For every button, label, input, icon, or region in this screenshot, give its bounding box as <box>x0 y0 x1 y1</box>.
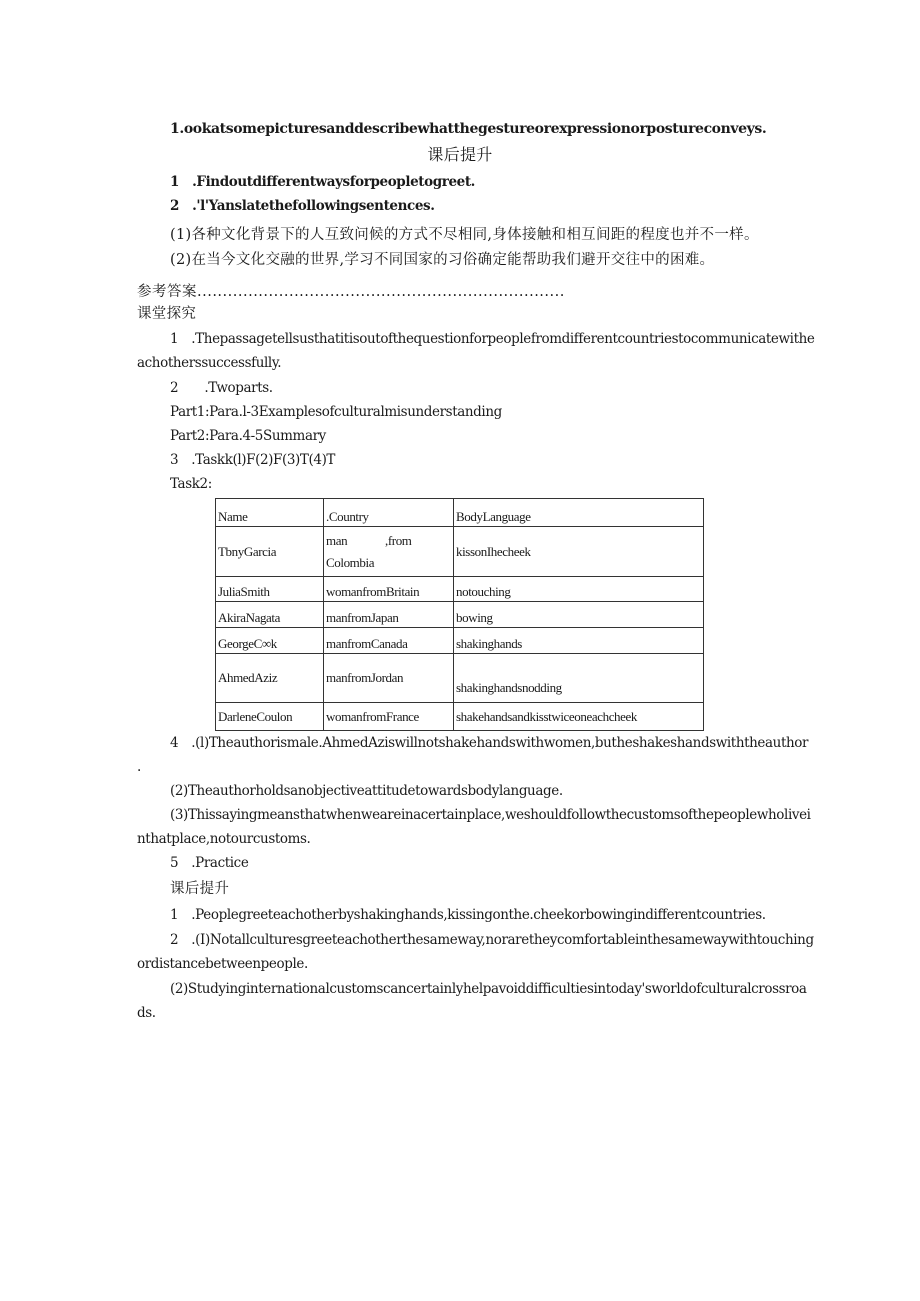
cell-body-language: shakinghandsnodding <box>454 654 704 703</box>
cell-country: manfromJordan <box>324 654 454 703</box>
answer-4-1: 4 .(l)Theauthorismale.AhmedAziswillnotshakehandswithwomen,butheshakeshandswiththeauthor <box>170 735 809 751</box>
header-body-language: BodyLanguage <box>454 499 704 527</box>
cell-body-language: shakinghands <box>454 628 704 654</box>
translate-sentence-2: (2)在当今文化交融的世界,学习不同国家的习俗确定能帮助我们避开交往中的困难。 <box>170 252 715 268</box>
answer-4-3-line-1: (3)Thissayingmeansthatwhenweareinacertainplace,weshouldfollowthecustomsofthepeoplewholivei <box>170 807 811 823</box>
table-header-row <box>216 499 704 527</box>
cell-name: AhmedAziz <box>216 654 324 703</box>
cell-name: GeorgeC∞k <box>216 628 324 654</box>
task-2-label: Task2: <box>170 476 212 492</box>
after-answer-1: 1 .Peoplegreeteachotherbyshakinghands,kissingonthe.cheekorbowingindifferentcountries. <box>170 907 766 923</box>
cell-body-language: kissonIhecheek <box>454 527 704 577</box>
answer-3: 3 .Taskk(l)F(2)F(3)T(4)T <box>170 452 336 468</box>
answers-heading: 参考答案........................................................................ <box>137 284 565 300</box>
table-row <box>216 577 704 602</box>
cell-body-language: shakehandsandkisstwiceoneachcheek <box>454 703 704 731</box>
instruction-line: 1.ookatsomepicturesanddescribewhatthegestureorexpressionorpostureconveys. <box>170 121 767 137</box>
cell-name: AkiraNagata <box>216 602 324 628</box>
table-row <box>216 602 704 628</box>
answer-1-line-2: achotherssuccessfully. <box>137 355 282 371</box>
header-name: Name <box>216 499 324 527</box>
cell-name: JuliaSmith <box>216 577 324 602</box>
cell-country <box>324 527 454 577</box>
header-country: .Country <box>324 499 454 527</box>
section-in-class: 课堂探究 <box>137 306 197 322</box>
cell-name: DarleneCoulon <box>216 703 324 731</box>
exercise-item-1: 1 .Findoutdifferentwaysforpeopletogreet. <box>170 174 475 190</box>
cell-country-line-1: man ,from <box>326 532 412 548</box>
after-answer-2-2-line-1: (2)Studyinginternationalcustomscancertainlyhelpavoiddifficultiesintoday'sworldofculturalcrossroa <box>170 981 807 997</box>
answer-1-line-1: 1 .Thepassagetellsusthatitisoutofthequestionforpeoplefromdifferentcountriestocommunicatewithe <box>170 331 815 347</box>
after-answer-2-line-2: ordistancebetweenpeople. <box>137 956 308 972</box>
after-answer-2-line-1: 2 .(I)Notallculturesgreeteachotherthesameway,noraretheycomfortableinthesamewaywithtouching <box>170 932 814 948</box>
answer-4-3-line-2: nthatplace,notourcustoms. <box>137 831 311 847</box>
table-row <box>216 527 704 577</box>
cell-body-language: notouching <box>454 577 704 602</box>
cell-country: womanfromFrance <box>324 703 454 731</box>
cell-body-language: bowing <box>454 602 704 628</box>
answer-5: 5 .Practice <box>170 855 249 871</box>
body-language-table <box>215 498 704 731</box>
cell-name: TbnyGarcia <box>216 527 324 577</box>
answer-2: 2 .Twoparts. <box>170 380 273 396</box>
table-row <box>216 703 704 731</box>
cell-country: manfromJapan <box>324 602 454 628</box>
section-title-after-class: 课后提升 <box>427 145 493 164</box>
cell-country: manfromCanada <box>324 628 454 654</box>
answer-2-part-2: Part2:Para.4-5Summary <box>170 428 326 444</box>
table-row <box>216 628 704 654</box>
after-answer-2-2-line-2: ds. <box>137 1005 156 1021</box>
answer-4-2: (2)Theauthorholdsanobjectiveattitudetowardsbodylanguage. <box>170 783 563 799</box>
translate-sentence-1: (1)各种文化背景下的人互致问候的方式不尽相同,身体接触和相互间距的程度也并不一样。 <box>170 227 759 243</box>
answer-2-part-1: Part1:Para.l-3Examplesofculturalmisunderstanding <box>170 404 502 420</box>
cell-country: womanfromBritain <box>324 577 454 602</box>
answer-4-1-cont: . <box>137 759 141 775</box>
table-row <box>216 654 704 703</box>
exercise-item-2: 2 .'l'Yanslatethefollowingsentences. <box>170 198 435 214</box>
section-after-class: 课后提升 <box>170 881 230 897</box>
cell-country-line-2: Colombia <box>326 554 375 570</box>
